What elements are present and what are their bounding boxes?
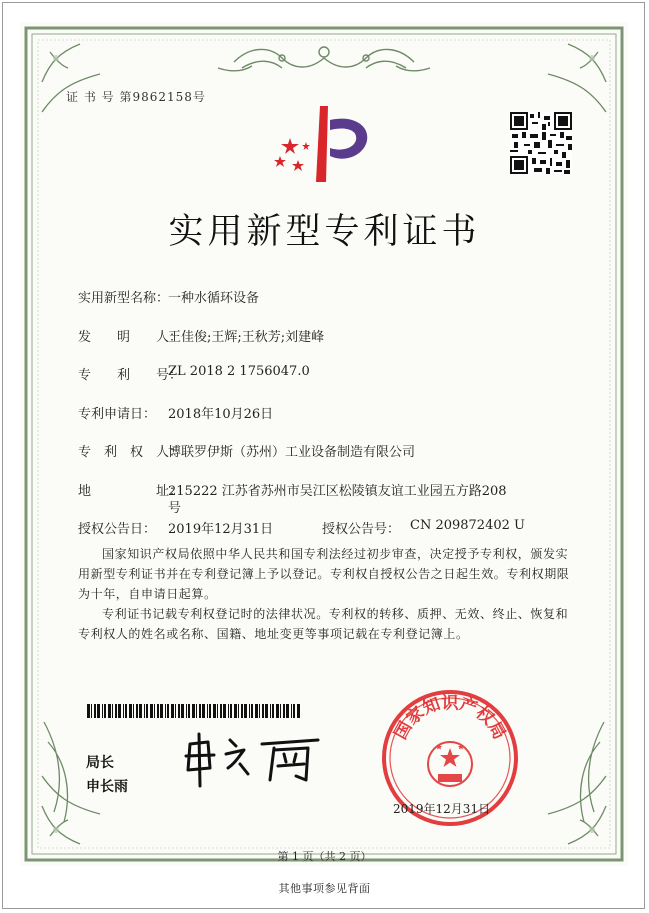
patent-number-value: ZL 2018 2 1756047.0: [168, 364, 310, 379]
director-title: 局长: [86, 755, 114, 771]
footer-note: 其他事项参见背面: [278, 882, 371, 895]
inventors-value: 王佳俊;王辉;王秋芳;刘建峰: [168, 330, 325, 345]
certificate-number: 证 书 号 第9862158号: [66, 90, 206, 104]
utility-model-name-value: 一种水循环设备: [168, 291, 260, 306]
filing-date-label: 专利申请日：: [78, 407, 157, 422]
barcode: [87, 704, 302, 718]
inventors-label: 发 明 人：: [78, 330, 183, 345]
page-title: 实用新型专利证书: [168, 212, 481, 252]
page-number: 第 1 页（共 2 页）: [277, 850, 372, 863]
cnipa-logo-icon: [272, 98, 376, 186]
patentee-label: 专 利 权 人：: [78, 445, 183, 460]
grant-date-value: 2019年12月31日: [168, 522, 274, 537]
filing-date-value: 2018年10月26日: [168, 407, 274, 422]
director-name: 申长雨: [86, 779, 128, 795]
address-label: 地 址：: [78, 484, 183, 499]
body-paragraph-2: 专利证书记载专利权登记时的法律状况。专利权的转移、质押、无效、终止、恢复和专利权人的姓名或名称、国籍、地址变更等事项记载在专利登记簿上。: [78, 607, 569, 641]
seal-text: 国家知识产权局: [390, 693, 510, 743]
utility-model-name-label: 实用新型名称：: [78, 291, 170, 306]
qr-code-icon: [510, 112, 572, 174]
seal-date: 2019年12月31日: [393, 802, 491, 816]
grant-date-label: 授权公告日：: [78, 522, 157, 537]
address-value: 215222 江苏省苏州市吴江区松陵镇友谊工业园五方路208: [168, 484, 507, 499]
patentee-value: 博联罗伊斯（苏州）工业设备制造有限公司: [168, 445, 416, 460]
patent-number-label: 专 利 号：: [78, 368, 183, 383]
grant-number-value: CN 209872402 U: [410, 518, 525, 533]
body-paragraph-1: 国家知识产权局依照中华人民共和国专利法经过初步审查，决定授予专利权，颁发实用新型专利证书并在专利登记簿上予以登记。专利权自授权公告之日起生效。专利权期限为十年，自申请日起算。: [78, 547, 570, 601]
address-value-line2: 号: [168, 501, 182, 516]
svg-text:国家知识产权局: [391, 693, 509, 743]
grant-number-label: 授权公告号：: [322, 522, 401, 537]
director-signature: [178, 728, 323, 790]
